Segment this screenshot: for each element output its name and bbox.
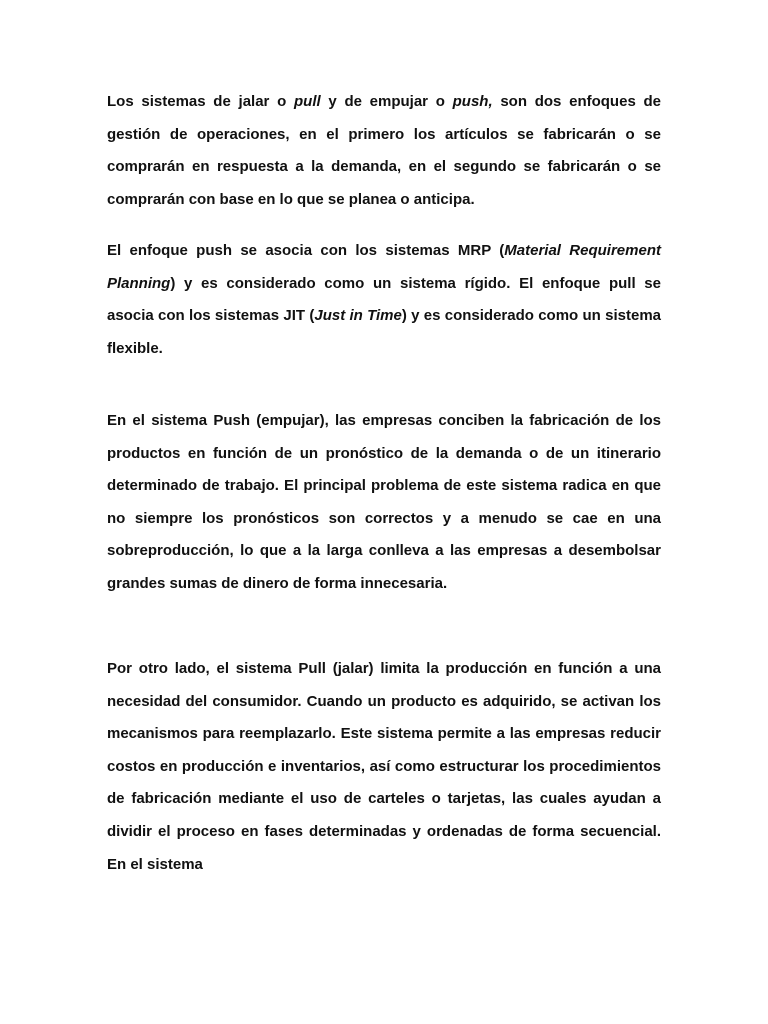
text-segment: ) y es considerado como un sistema flexible. xyxy=(107,307,661,357)
paragraph-pull-system xyxy=(107,653,661,881)
paragraph-mrp-jit xyxy=(107,235,661,365)
text-segment: Por otro lado, el sistema Pull (jalar) limita la producción en función a una necesidad del consumidor. Cuando un producto es adquirido, se activan los mecanismos para reemplazarlo. Este sistema permite a las empresas reducir costos en producción e inventarios, así como estructurar los procedimientos de fabricación mediante el uso de carteles o tarjetas, las cuales ayudan a dividir el proceso en fases determinadas y ordenadas de forma secuencial. En el sistema xyxy=(107,660,661,873)
text-segment: y de empujar o xyxy=(320,93,453,110)
text-segment-italic: Material Requirement Planning xyxy=(107,242,661,292)
text-segment: son dos enfoques de gestión de operaciones, en el primero los artículos se fabricarán o se comprarán en respuesta a la demanda, en el segundo se fabricarán o se comprarán con base en lo que se planea o anticipa. xyxy=(107,93,662,208)
paragraph-push-system xyxy=(107,405,661,601)
text-segment: Los sistemas de jalar o xyxy=(107,93,294,110)
paragraph-pull-push-intro xyxy=(107,86,661,216)
text-segment-italic: push, xyxy=(452,93,493,110)
text-segment-italic: pull xyxy=(294,93,321,110)
text-segment: ) y es considerado como un sistema rígido. El enfoque pull se asocia con los sistemas JIT ( xyxy=(107,274,661,325)
text-segment: El enfoque push se asocia con los sistemas MRP ( xyxy=(107,242,505,259)
text-segment: En el sistema Push (empujar), las empresas conciben la fabricación de los productos en función de un pronóstico de la demanda o de un itinerario determinado de trabajo. El principal problema de este sistema radica en que no siempre los pronósticos son correctos y a menudo se cae en una sobreproducción, lo que a la larga conlleva a las empresas a desembolsar grandes sumas de dinero de forma innecesaria. xyxy=(107,412,661,592)
text-segment-italic: Just in Time xyxy=(314,307,402,325)
